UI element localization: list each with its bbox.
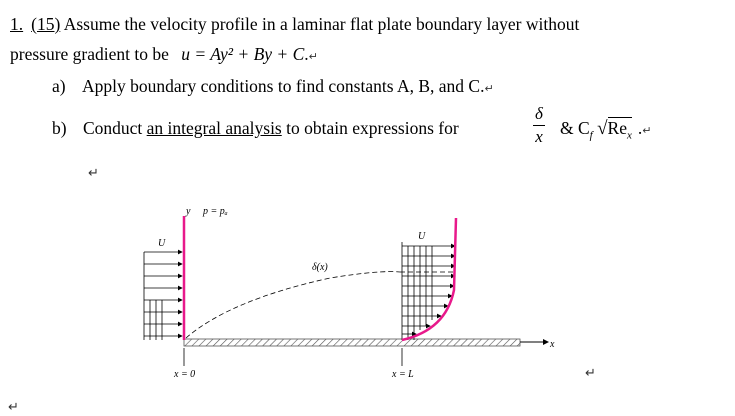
x-axis-label: x bbox=[550, 339, 555, 350]
pressure-label: p = pₐ bbox=[203, 206, 228, 217]
reynolds-number: $Re_x$ bbox=[607, 118, 632, 142]
problem-number: 1. bbox=[10, 14, 24, 34]
problem-points: (15) bbox=[31, 14, 61, 34]
u-left-label: U bbox=[158, 238, 166, 249]
u-right-label: U bbox=[418, 231, 426, 242]
cf-subscript: f bbox=[589, 129, 593, 142]
problem-statement-text-2: pressure gradient to be bbox=[10, 44, 169, 64]
delta-label: δ(x) bbox=[312, 262, 328, 273]
part-b-tail-and: & C bbox=[560, 118, 590, 138]
part-b-text-pre: Conduct bbox=[82, 118, 147, 138]
flat-plate bbox=[184, 339, 520, 346]
return-mark-icon: ↵ bbox=[88, 166, 99, 181]
right-velocity-arrows bbox=[402, 246, 455, 340]
return-mark-icon: ↵ bbox=[585, 366, 596, 381]
part-b-text-post: to obtain expressions for bbox=[281, 118, 459, 138]
part-b-text-link: an integral analysis bbox=[146, 118, 282, 138]
sqrt-symbol: √ bbox=[597, 118, 608, 139]
part-a-label: a) bbox=[52, 76, 66, 96]
return-mark-icon: ↵ bbox=[8, 400, 19, 415]
return-mark-icon: ↵ bbox=[308, 50, 318, 63]
y-axis-label: y bbox=[186, 206, 191, 217]
velocity-equation: u = Ay² + By + C bbox=[181, 44, 305, 64]
equation-end-mark: . bbox=[304, 44, 309, 64]
x0-label: x = 0 bbox=[174, 369, 196, 380]
boundary-layer-edge bbox=[186, 272, 400, 338]
problem-statement-text: Assume the velocity profile in a laminar flat plate boundary layer without bbox=[63, 14, 580, 34]
part-b-end-mark: . bbox=[637, 118, 643, 138]
velocity-profile-curve bbox=[402, 218, 456, 340]
xL-label: x = L bbox=[392, 369, 414, 380]
part-a-text: Apply boundary conditions to find constants A, B, and C. bbox=[81, 76, 485, 96]
fraction-numerator: δ bbox=[535, 104, 543, 123]
fraction-denominator: x bbox=[535, 127, 543, 146]
left-velocity-arrows bbox=[144, 252, 182, 340]
return-mark-icon: ↵ bbox=[484, 82, 494, 95]
return-mark-icon: ↵ bbox=[642, 124, 652, 137]
part-b-label: b) bbox=[52, 118, 67, 138]
